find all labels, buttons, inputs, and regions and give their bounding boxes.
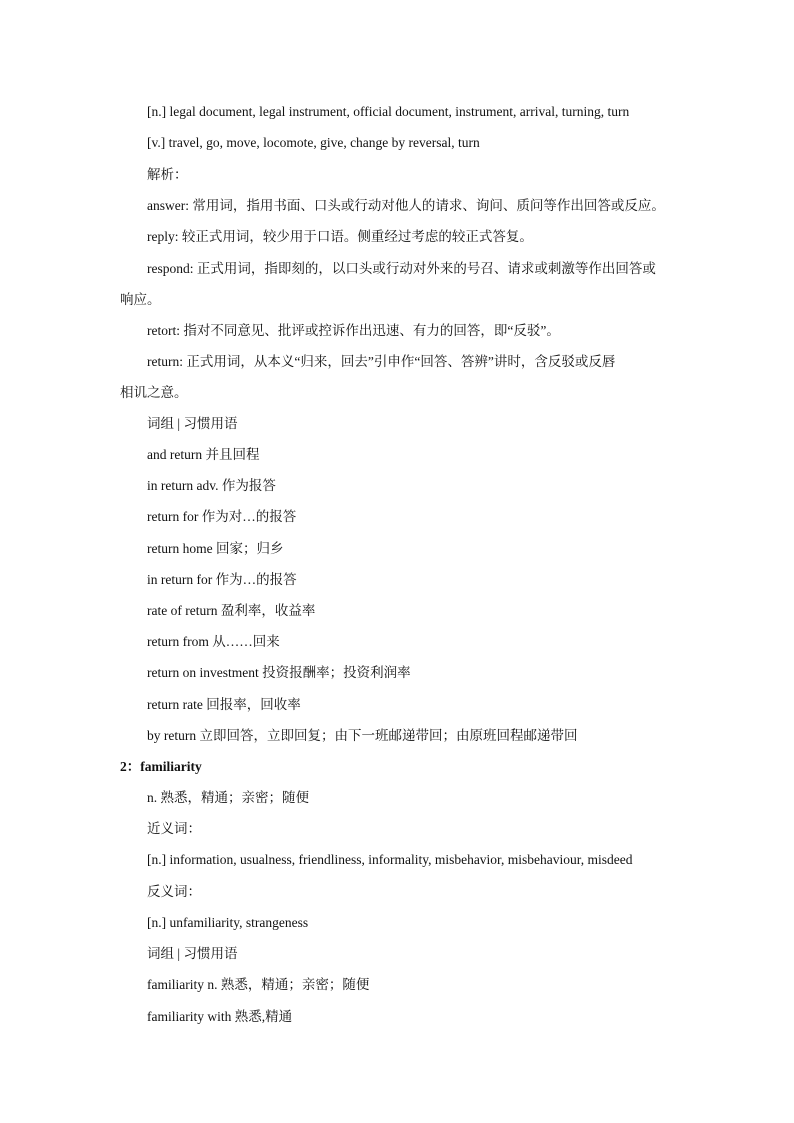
analysis-heading: 解析： bbox=[147, 167, 188, 182]
phrase-item: return from 从……回来 bbox=[147, 634, 280, 649]
phrase-item: return for 作为对…的报答 bbox=[147, 509, 297, 524]
return-synonyms-noun: [n.] legal document, legal instrument, official document, instrument, arrival, turning, turn bbox=[147, 104, 630, 119]
phrase-item: rate of return 盈利率，收益率 bbox=[147, 603, 316, 618]
phrase-item: and return 并且回程 bbox=[147, 447, 260, 462]
phrase-item: familiarity with 熟悉,精通 bbox=[147, 1009, 293, 1024]
phrase-item: by return 立即回答，立即回复；由下一班邮递带回；由原班回程邮递带回 bbox=[147, 728, 578, 743]
analysis-return: return: 正式用词，从本义“归来，回去”引申作“回答、答辨”讲时，含反驳或反唇 bbox=[147, 354, 616, 369]
entry-heading-familiarity: 2：familiarity bbox=[120, 759, 202, 774]
phrases-heading: 词组 | 习惯用语 bbox=[147, 416, 238, 431]
phrase-item: in return adv. 作为报答 bbox=[147, 478, 276, 493]
analysis-retort: retort: 指对不同意见、批评或控诉作出迅速、有力的回答，即“反驳”。 bbox=[147, 323, 560, 338]
antonyms-heading: 反义词： bbox=[147, 884, 201, 899]
analysis-answer: answer: 常用词，指用书面、口头或行动对他人的请求、询问、质问等作出回答或反应。 bbox=[147, 198, 665, 213]
familiarity-antonyms: [n.] unfamiliarity, strangeness bbox=[147, 915, 309, 930]
phrase-item: return home 回家；归乡 bbox=[147, 541, 284, 556]
analysis-reply: reply: 较正式用词，较少用于口语。侧重经过考虑的较正式答复。 bbox=[147, 229, 533, 244]
analysis-respond-continued: 响应。 bbox=[120, 292, 161, 307]
phrase-item: return on investment 投资报酬率；投资利润率 bbox=[147, 665, 411, 680]
synonyms-heading: 近义词： bbox=[147, 821, 201, 836]
phrase-item: familiarity n. 熟悉，精通；亲密；随便 bbox=[147, 977, 370, 992]
phrase-item: in return for 作为…的报答 bbox=[147, 572, 297, 587]
return-synonyms-verb: [v.] travel, go, move, locomote, give, change by reversal, turn bbox=[147, 135, 480, 150]
analysis-return-continued: 相讥之意。 bbox=[120, 385, 188, 400]
phrases-heading: 词组 | 习惯用语 bbox=[147, 946, 238, 961]
familiarity-synonyms: [n.] information, usualness, friendliness, informality, misbehavior, misbehaviour, misdeed bbox=[147, 852, 633, 867]
familiarity-definition: n. 熟悉，精通；亲密；随便 bbox=[147, 790, 309, 805]
analysis-respond: respond: 正式用词，指即刻的，以口头或行动对外来的号召、请求或刺激等作出回答或 bbox=[147, 261, 656, 276]
phrase-item: return rate 回报率，回收率 bbox=[147, 697, 301, 712]
